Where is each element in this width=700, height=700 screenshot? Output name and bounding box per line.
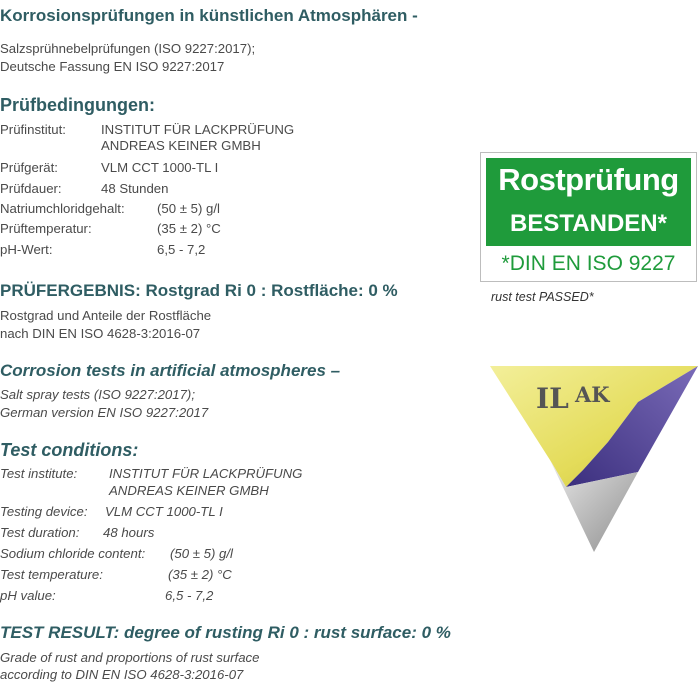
badge-subtitle: BESTANDEN* bbox=[510, 210, 667, 237]
badge-title: Rostprüfung bbox=[498, 162, 679, 197]
english-result-line2: according to DIN EN ISO 4628-3:2016-07 bbox=[0, 667, 244, 682]
english-institute-value-line1: INSTITUT FÜR LACKPRÜFUNG bbox=[109, 466, 303, 481]
logo-text-il: IL bbox=[536, 382, 569, 415]
english-ph-value: 6,5 - 7,2 bbox=[165, 588, 214, 603]
german-temp-value: (35 ± 2) °C bbox=[157, 221, 221, 236]
english-institute-value-line2: ANDREAS KEINER GMBH bbox=[109, 483, 269, 498]
german-subtitle-line2: Deutsche Fassung EN ISO 9227:2017 bbox=[0, 59, 225, 74]
english-ph-label: pH value: bbox=[0, 588, 56, 603]
german-nacl-label: Natriumchloridgehalt: bbox=[0, 201, 125, 216]
english-temp-value: (35 ± 2) °C bbox=[168, 567, 232, 582]
english-device-value: VLM CCT 1000-TL I bbox=[105, 504, 223, 519]
german-institute-value-line2: ANDREAS KEINER GMBH bbox=[101, 138, 261, 153]
german-duration-value: 48 Stunden bbox=[101, 181, 169, 196]
german-institute-label: Prüfinstitut: bbox=[0, 122, 66, 137]
german-ph-value: 6,5 - 7,2 bbox=[157, 242, 206, 257]
german-conditions-heading: Prüfbedingungen: bbox=[0, 95, 155, 115]
english-title: Corrosion tests in artificial atmospheres – bbox=[0, 361, 341, 380]
english-duration-label: Test duration: bbox=[0, 525, 80, 540]
badge-standard: *DIN EN ISO 9227 bbox=[501, 252, 676, 275]
german-device-value: VLM CCT 1000-TL I bbox=[101, 160, 219, 175]
german-nacl-value: (50 ± 5) g/l bbox=[157, 201, 220, 216]
english-temp-label: Test temperature: bbox=[0, 567, 103, 582]
rust-test-badge bbox=[480, 152, 697, 282]
ilak-logo bbox=[488, 362, 700, 554]
english-subtitle-line1: Salt spray tests (ISO 9227:2017); bbox=[0, 387, 195, 402]
german-device-label: Prüfgerät: bbox=[0, 160, 58, 175]
german-ph-label: pH-Wert: bbox=[0, 242, 53, 257]
german-result-line1: Rostgrad und Anteile der Rostfläche bbox=[0, 308, 212, 323]
badge-caption: rust test PASSED* bbox=[491, 290, 594, 304]
english-duration-value: 48 hours bbox=[103, 525, 155, 540]
english-result-heading: TEST RESULT: degree of rusting Ri 0 : rust surface: 0 % bbox=[0, 623, 451, 642]
german-institute-value-line1: INSTITUT FÜR LACKPRÜFUNG bbox=[101, 122, 295, 137]
german-result-line2: nach DIN EN ISO 4628-3:2016-07 bbox=[0, 326, 201, 341]
badge-green-panel bbox=[486, 158, 691, 246]
german-title: Korrosionsprüfungen in künstlichen Atmosphären - bbox=[0, 6, 418, 25]
german-temp-label: Prüftemperatur: bbox=[0, 221, 92, 236]
logo-text-ak: AK bbox=[575, 382, 610, 407]
german-result-heading: PRÜFERGEBNIS: Rostgrad Ri 0 : Rostfläche: 0 % bbox=[0, 281, 398, 300]
english-nacl-label: Sodium chloride content: bbox=[0, 546, 146, 561]
english-nacl-value: (50 ± 5) g/l bbox=[170, 546, 233, 561]
english-result-line1: Grade of rust and proportions of rust surface bbox=[0, 650, 260, 665]
english-conditions-heading: Test conditions: bbox=[0, 440, 139, 460]
english-institute-label: Test institute: bbox=[0, 466, 78, 481]
english-device-label: Testing device: bbox=[0, 504, 88, 519]
english-subtitle-line2: German version EN ISO 9227:2017 bbox=[0, 405, 209, 420]
german-subtitle-line1: Salzsprühnebelprüfungen (ISO 9227:2017); bbox=[0, 41, 256, 56]
german-duration-label: Prüfdauer: bbox=[0, 181, 62, 196]
